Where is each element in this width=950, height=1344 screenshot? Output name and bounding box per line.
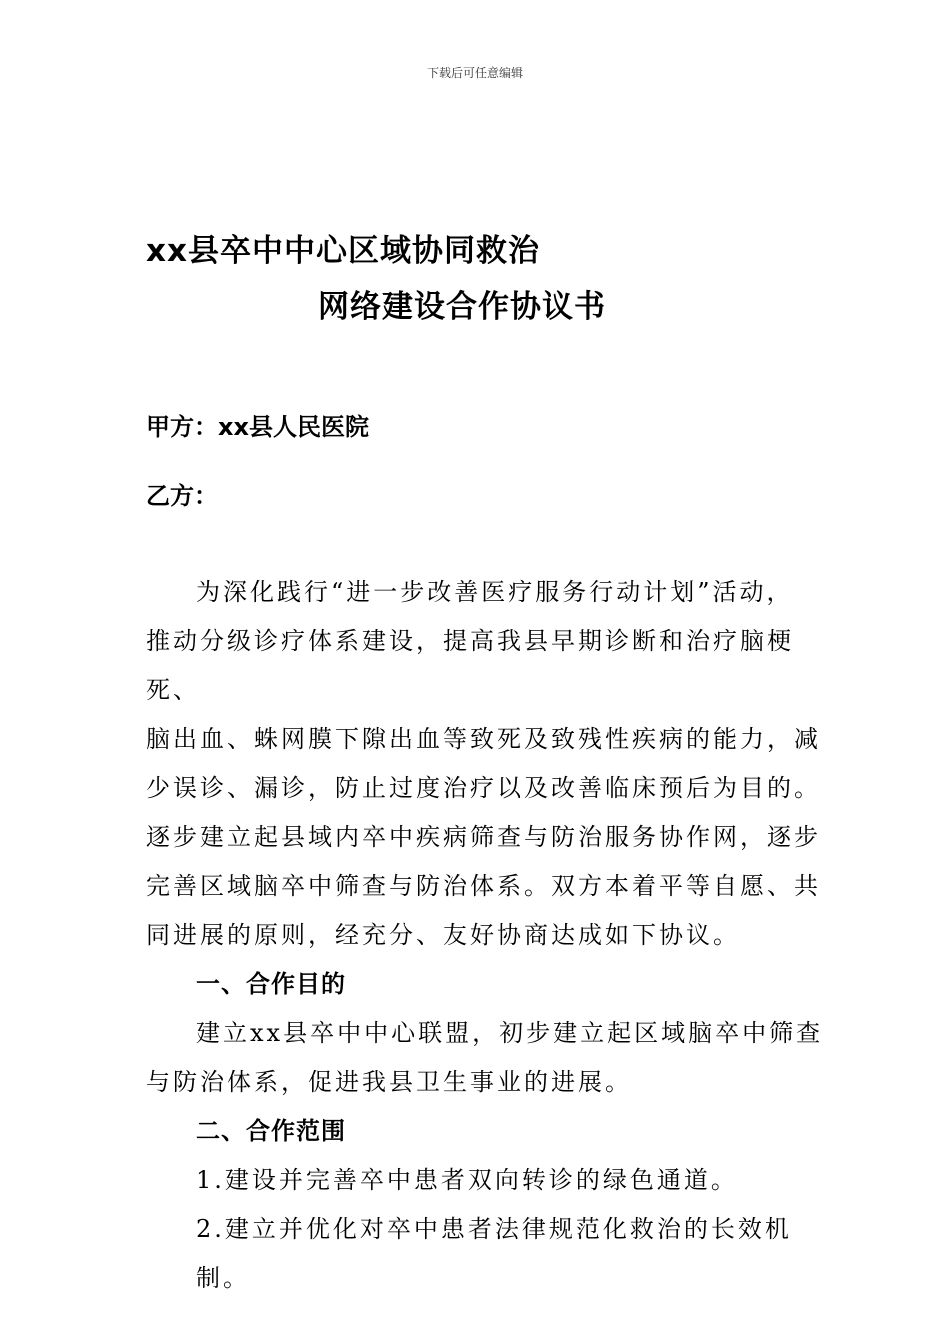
- intro-line: 同进展的原则，经充分、友好协商达成如下协议。: [146, 921, 740, 949]
- scope-item: 1.建设并完善卒中患者双向转诊的绿色通道。: [196, 1166, 738, 1194]
- intro-line: 脑出血、蛛网膜下隙出血等致死及致残性疾病的能力，减: [146, 725, 821, 753]
- intro-line: 完善区域脑卒中筛查与防治体系。双方本着平等自愿、共: [146, 872, 821, 900]
- agreement-body: [146, 568, 836, 1303]
- document-title-line-1: xx县卒中中心区域协同救治: [146, 233, 540, 269]
- section-heading-scope: 二、合作范围: [196, 1117, 346, 1145]
- party-a: 甲方：xx县人民医院: [146, 413, 369, 441]
- intro-line: 为深化践行“进一步改善医疗服务行动计划”活动，: [196, 578, 794, 606]
- document-title-line-2: 网络建设合作协议书: [318, 289, 606, 325]
- scope-item: 2.建立并优化对卒中患者法律规范化救治的长效机制。: [196, 1215, 792, 1292]
- intro-line: 逐步建立起县域内卒中疾病筛查与防治服务协作网，逐步: [146, 823, 821, 851]
- section-heading-purpose: 一、合作目的: [196, 970, 346, 998]
- intro-line: 少误诊、漏诊，防止过度治疗以及改善临床预后为目的。: [146, 774, 821, 802]
- header-note: 下载后可任意编辑: [426, 66, 523, 80]
- section-purpose-line: 建立xx县卒中中心联盟，初步建立起区域脑卒中筛查: [196, 1019, 824, 1047]
- party-b: 乙方：: [146, 482, 218, 510]
- intro-line: 推动分级诊疗体系建设，提高我县早期诊断和治疗脑梗死、: [146, 627, 794, 704]
- section-purpose-line: 与防治体系，促进我县卫生事业的进展。: [146, 1068, 632, 1096]
